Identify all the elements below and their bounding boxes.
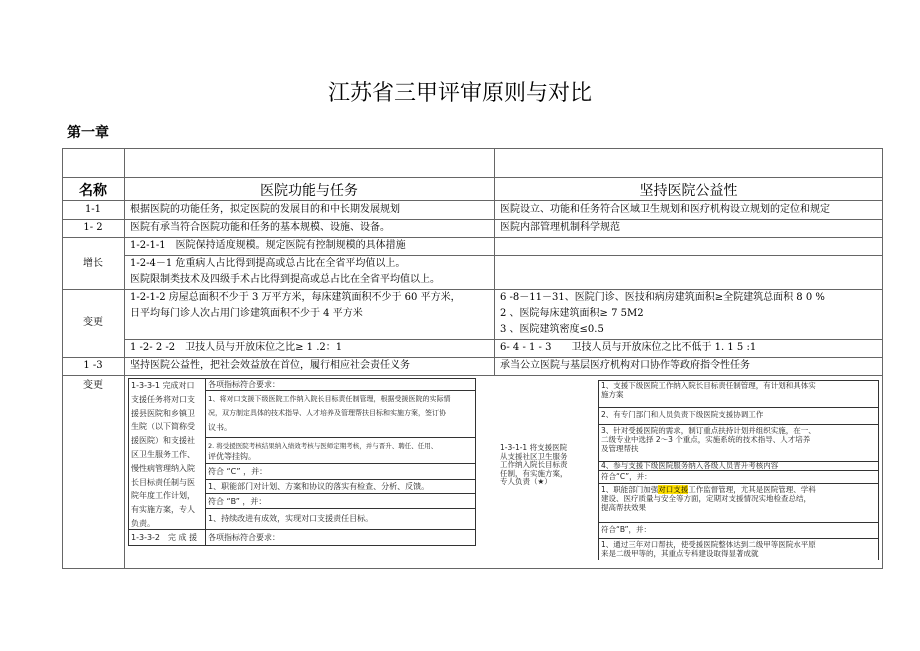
divider [205,508,476,509]
criterion-text: 3、针对受援医院的需求，制订重点扶持计划并组织实施，在一、 二级专业中选择 2～3 个重点，实施系统的技术指导、人才培养 及管理帮扶 [601,426,816,453]
criterion-text: 1、持续改进有成效，实现对口支援责任目标。 [208,514,374,523]
divider [62,200,883,201]
divider [62,177,883,178]
divider [62,219,883,220]
criterion-text: 符合“B”，并： [601,525,652,534]
row-name: 1- 2 [83,222,103,233]
cell-text: 1-2-1-1 医院保持适度规模。规定医院有控制规模的具体措施 [130,240,406,251]
cell-text: 1-2-4－1 危重病人占比得到提高或总占比在全省平均值以上。 [130,258,406,269]
row-name: 1-1 [84,204,102,215]
cell-text: 根据医院的功能任务，拟定医院的发展目的和中长期发展规划 [130,204,400,215]
cell-text: 医院有承当符合医院功能和任务的基本规模、设施、设备。 [130,222,390,233]
criterion-label: 1-3-3-2 完 成 援 [131,533,198,542]
divider [124,339,883,340]
row-name: 变更 [83,380,103,391]
row-name: 增长 [83,258,103,269]
divider [598,483,878,484]
cell-text: 1-2-1-2 房屋总面积不少于 3 万平方米，每床建筑面积不少于 60 平方米， [130,292,461,303]
header-public-welfare: 坚持医院公益性 [639,183,738,199]
divider [62,237,883,238]
divider [598,424,878,425]
criterion-text: 1、职能部门对计划、方案和协议的落实有检查、分析、反馈。 [208,482,430,491]
divider [62,289,883,290]
page-title: 江苏省三甲评审原则与对比 [327,81,592,106]
cell-text: 2 、医院每床建筑面积≥ 7 5M2 [500,308,644,319]
header-hospital-function: 医院功能与任务 [260,183,358,199]
chapter-heading: 第一章 [67,125,109,141]
divider [598,538,878,539]
cell-text: 3 、医院建筑密度≤0.5 [500,324,604,335]
divider [62,375,883,376]
criterion-label: 1-3-1-1 将支援医院 从支援社区卫生服务 工作纳入院长目标责 任制，有实施方案， 专人负责（★） [500,443,568,486]
criterion-label: 1-3-3-1 完成对口 支援任务将对口支 援县医院和乡镇卫 生院（以下简称受 援医院）和支援社 区卫生服务工作、 慢性病管理纳入院 长目标责任制与医 院年度工作计划， 有实施方案，专人 负责。 [131,381,195,528]
criterion-text: 各项指标符合要求： [208,533,280,542]
criterion-text: 2. 将受援医院考核结果纳入绩效考核与医师定期考核，并与晋升、聘任、任用、 [208,442,438,450]
criterion-text: 评优等挂钩。 [208,452,256,461]
cell-text: 1 -2- 2 -2 卫技人员与开放床位之比≥ 1 .2：1 [130,342,343,353]
divider [598,407,878,408]
cell-text: 承当公立医院与基层医疗机构对口协作等政府指令性任务 [500,360,750,371]
divider [205,463,476,464]
header-name: 名称 [79,183,107,199]
cell-text: 6 -8－11－31、医院门诊、医技和病房建筑面积≥全院建筑总面积 8 0 % [500,292,825,303]
criterion-text: 2、有专门部门和人员负责下级医院支援协调工作 [601,410,764,419]
divider [124,148,125,569]
divider [878,380,879,560]
highlighted-text: 对口支援 [658,485,689,494]
criterion-text: 议书。 [208,423,232,432]
criterion-text: 1、支援下级医院工作纳入院长目标责任制管理，有计划和具体实 施方案 [601,381,816,399]
cell-text: 坚持医院公益性，把社会效益放在首位，履行相应社会责任义务 [130,360,410,371]
cell-text: 医院限制类技术及四级手术占比得到提高或总占比在全省平均值以上。 [130,274,440,285]
criterion-text: 1、职能部门加强对口支援工作监督管理，尤其是医院管理、学科 建设、医疗质量与安全等方面，定期对支援情况实地检查总结， 提高帮扶效果 [601,485,816,512]
divider [205,479,476,480]
row-name: 1 -3 [83,360,103,371]
divider [205,437,476,438]
divider [62,357,883,358]
criterion-text: 1、通过三年对口帮扶，使受援医院整体达到二级甲等医院水平原 来是二级甲等的，其重点专科建设取得显著成就 [601,540,816,558]
divider [124,255,883,256]
criterion-text: 4、参与支援下级医院服务纳入各级人员晋升考核内容 [601,461,779,470]
cell-text: 医院内部管理机制科学规范 [500,222,620,233]
divider [205,378,206,546]
criterion-text: 各项指标符合要求： [208,380,280,389]
cell-text: 日平均每门诊人次占用门诊建筑面积不少于 4 平方米 [130,308,363,319]
criterion-text: 符合 “C” ，并： [208,467,268,476]
row-name: 变更 [83,317,103,328]
criterion-text: 符合“C”，并： [601,472,652,481]
criterion-text: 1、将对口支援下级医院工作纳入院长目标责任制管理，根据受援医院的实际情 [208,395,451,403]
criterion-text: 况，双方制定具体的技术指导、人才培养及管理帮扶目标和实施方案，签订协 [208,409,446,417]
criterion-text: 符合 “B” ，并： [208,497,267,506]
divider [598,522,878,523]
cell-text: 6- 4 - 1 - 3 卫技人员与开放床位之比不低于 1. 1 5 :1 [500,342,757,353]
divider [205,493,476,494]
cell-text: 医院设立、功能和任务符合区域卫生规划和医疗机构设立规划的定位和规定 [500,204,830,215]
